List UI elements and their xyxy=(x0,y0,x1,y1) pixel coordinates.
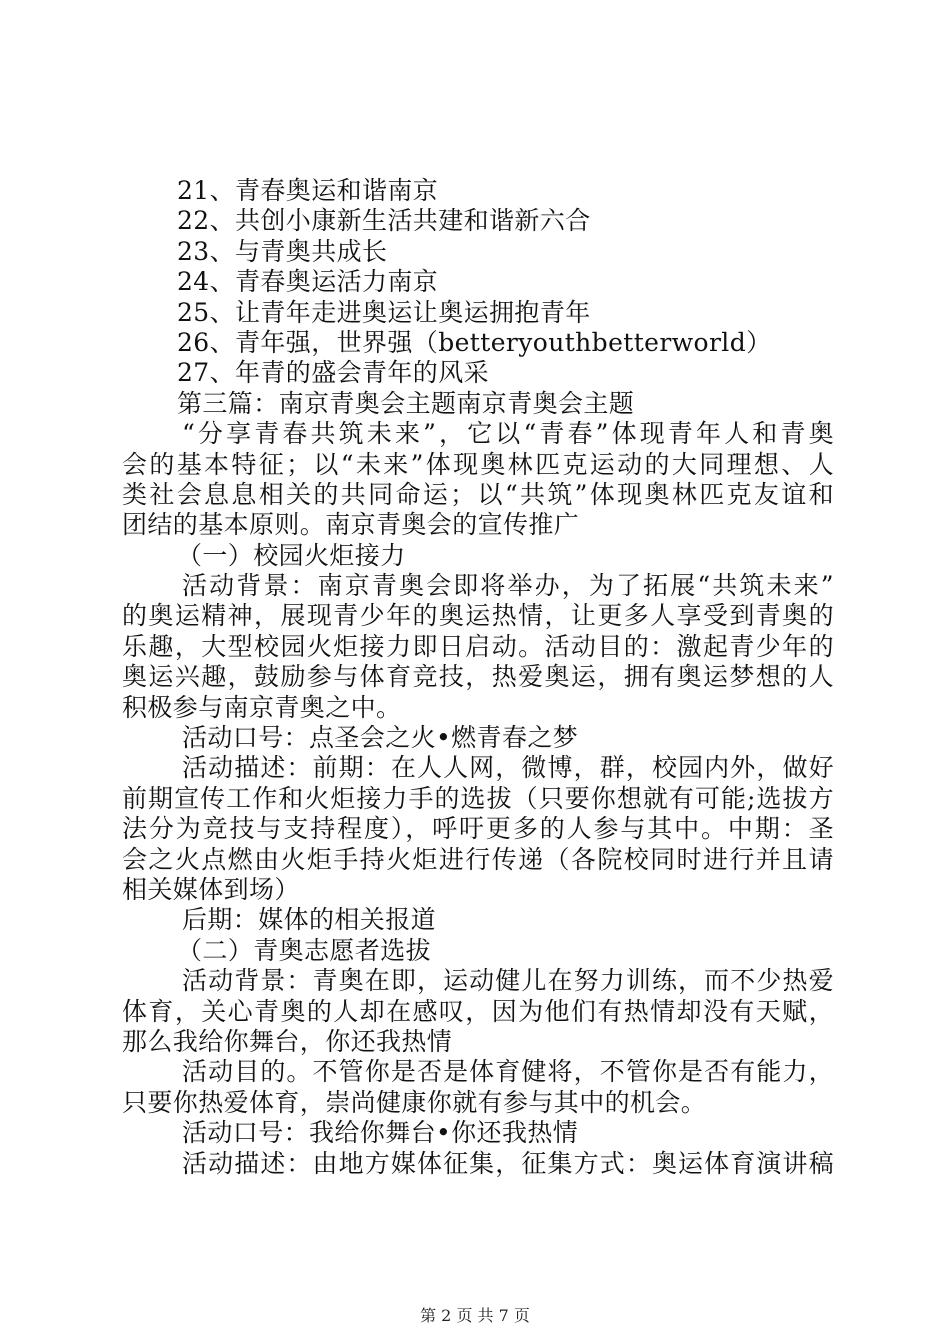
description-line: 活动描述：由地方媒体征集，征集方式：奥运体育演讲稿 xyxy=(182,1148,834,1178)
background-line: 活动背景：青奥在即，运动健儿在努力训练，而不少热爱 xyxy=(182,966,834,996)
late-stage-line: 后期：媒体的相关报道 xyxy=(182,905,437,935)
purpose-line: 活动目的。不管你是否是体育健将，不管你是否有能力， xyxy=(182,1057,834,1087)
list-item: 25、让青年走进奥运让奥运拥抱青年 xyxy=(177,297,591,327)
slogan-line: 活动口号：我给你舞台•你还我热情 xyxy=(182,1118,579,1148)
theme-paragraph-line: “分享青春共筑未来”，它以“青春”体现青年人和青奥 xyxy=(182,419,834,449)
list-item: 21、青春奥运和谐南京 xyxy=(177,176,439,205)
list-item: 23、与青奥共成长 xyxy=(177,236,388,266)
description-line: 相关媒体到场） xyxy=(122,874,300,904)
background-line: 乐趣，大型校园火炬接力即日启动。活动目的：激起青少年的 xyxy=(122,631,834,661)
theme-paragraph-line: 会的基本特征；以“未来”体现奥林匹克运动的大同理想、人 xyxy=(122,449,834,479)
background-line: 体育，关心青奥的人却在感叹，因为他们有热情却没有天赋， xyxy=(122,996,834,1026)
list-item: 26、青年强，世界强（betteryouthbetterworld） xyxy=(177,327,772,357)
background-line: 积极参与南京青奥之中。 xyxy=(122,692,402,722)
slogan-line: 活动口号：点圣会之火•燃青春之梦 xyxy=(182,723,579,753)
background-line: 奥运兴趣，鼓励参与体育竞技，热爱奥运，拥有奥运梦想的人 xyxy=(122,662,834,692)
list-item: 27、年青的盛会青年的风采 xyxy=(177,358,490,388)
theme-paragraph-line: 类社会息息相关的共同命运；以“共筑”体现奥林匹克友谊和 xyxy=(122,479,834,509)
page-footer: 第 2 页 共 7 页 xyxy=(420,1306,530,1325)
section-title: 第三篇：南京青奥会主题南京青奥会主题 xyxy=(177,388,635,418)
page-content xyxy=(122,176,834,1179)
list-item: 22、共创小康新生活共建和谐新六合 xyxy=(177,206,591,236)
purpose-line: 只要你热爱体育，崇尚健康你就有参与其中的机会。 xyxy=(122,1087,707,1117)
background-line: 那么我给你舞台，你还我热情 xyxy=(122,1026,453,1056)
background-line: 的奥运精神，展现青少年的奥运热情，让更多人享受到青奥的 xyxy=(122,601,834,631)
description-line: 法分为竞技与支持程度），呼吁更多的人参与其中。中期：圣 xyxy=(122,814,834,844)
background-line: 活动背景：南京青奥会即将举办，为了拓展“共筑未来” xyxy=(182,571,834,601)
theme-paragraph-line: 团结的基本原则。南京青奥会的宣传推广 xyxy=(122,510,580,540)
subsection-title: （一）校园火炬接力 xyxy=(177,540,406,570)
description-line: 活动描述：前期：在人人网，微博，群，校园内外，做好 xyxy=(182,753,834,783)
description-line: 前期宣传工作和火炬接力手的选拔（只要你想就有可能;选拔方 xyxy=(122,783,834,813)
description-line: 会之火点燃由火炬手持火炬进行传递（各院校同时进行并且请 xyxy=(122,844,834,874)
subsection-title: （二）青奥志愿者选拔 xyxy=(177,935,432,965)
list-item: 24、青春奥运活力南京 xyxy=(177,267,439,297)
